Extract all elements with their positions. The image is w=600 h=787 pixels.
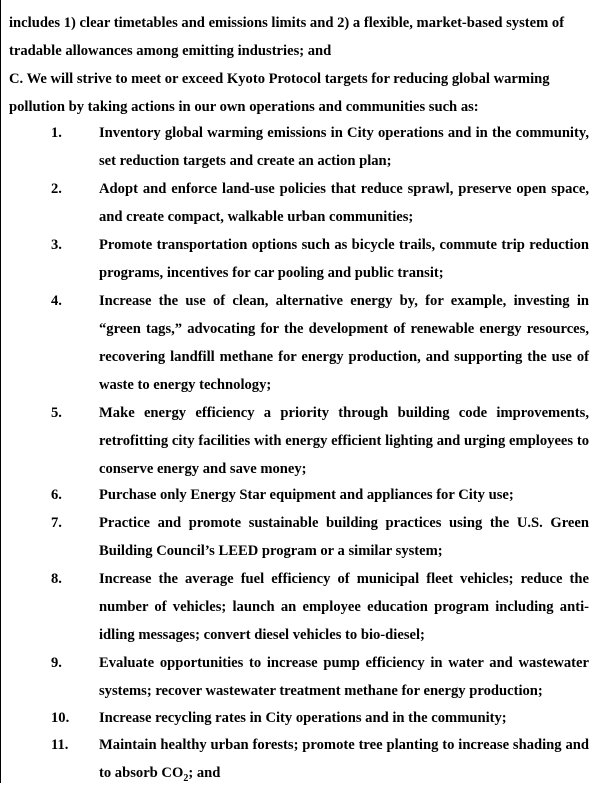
list-item-text: Practice and promote sustainable building practices using the U.S. Green Building Council’s LEED program or a similar system; <box>99 515 589 559</box>
list-item-text <box>99 731 589 787</box>
list-item-number: 4. <box>51 293 62 309</box>
list-item-text: Inventory global warming emissions in City operations and in the community, set reduction targets and create an action plan; <box>99 125 589 169</box>
intro-paragraph <box>9 9 595 65</box>
intro-line-2: tradable allowances among emitting industries; and <box>9 43 332 59</box>
list-item-text: Increase recycling rates in City operations and in the community; <box>99 710 507 726</box>
list-item-text: Purchase only Energy Star equipment and appliances for City use; <box>99 487 514 503</box>
list-item-text: Increase the average fuel efficiency of municipal fleet vehicles; reduce the number of vehicles; launch an employee education program including anti-idling messages; convert diesel vehicles to bio-diesel; <box>99 571 589 643</box>
list-item-text: Adopt and enforce land-use policies that reduce sprawl, preserve open space, and create compact, walkable urban communities; <box>99 181 589 225</box>
list-item-text: Make energy efficiency a priority through building code improvements, retrofitting city facilities with energy efficient lighting and urging employees to conserve energy and save money; <box>99 405 589 477</box>
subscript-text: 2 <box>183 772 189 784</box>
list-item-number: 5. <box>51 405 62 421</box>
section-c-line-1: C. We will strive to meet or exceed Kyoto Protocol targets for reducing global warming <box>9 71 550 87</box>
list-item-text: Evaluate opportunities to increase pump efficiency in water and wastewater systems; recover wastewater treatment methane for energy production; <box>99 655 589 699</box>
list-item-number: 10. <box>51 710 70 726</box>
list-item-number: 11. <box>51 737 69 753</box>
list-item-number: 9. <box>51 655 62 671</box>
list-item-number: 6. <box>51 487 62 503</box>
list-item-text: Promote transportation options such as bicycle trails, commute trip reduction programs, incentives for car pooling and public transit; <box>99 237 589 281</box>
list-item-number: 7. <box>51 515 62 531</box>
list-item-text-part: Maintain healthy urban forests; promote tree planting to increase shading and to absorb CO <box>99 737 589 781</box>
list-item-text: Increase the use of clean, alternative energy by, for example, investing in “green tags,” advocating for the development of renewable energy resources, recovering landfill methane for energy production, and supporting the use of waste to energy technology; <box>99 293 589 393</box>
list-item-number: 3. <box>51 237 62 253</box>
list-item-text-part: ; and <box>188 765 221 781</box>
list-item-number: 1. <box>51 125 62 141</box>
list-item-number: 2. <box>51 181 62 197</box>
list-item-number: 8. <box>51 571 62 587</box>
intro-line-1: includes 1) clear timetables and emissions limits and 2) a flexible, market-based system of <box>9 15 565 31</box>
section-c-paragraph <box>9 65 595 121</box>
section-c-line-2: pollution by taking actions in our own operations and communities such as: <box>9 99 479 115</box>
